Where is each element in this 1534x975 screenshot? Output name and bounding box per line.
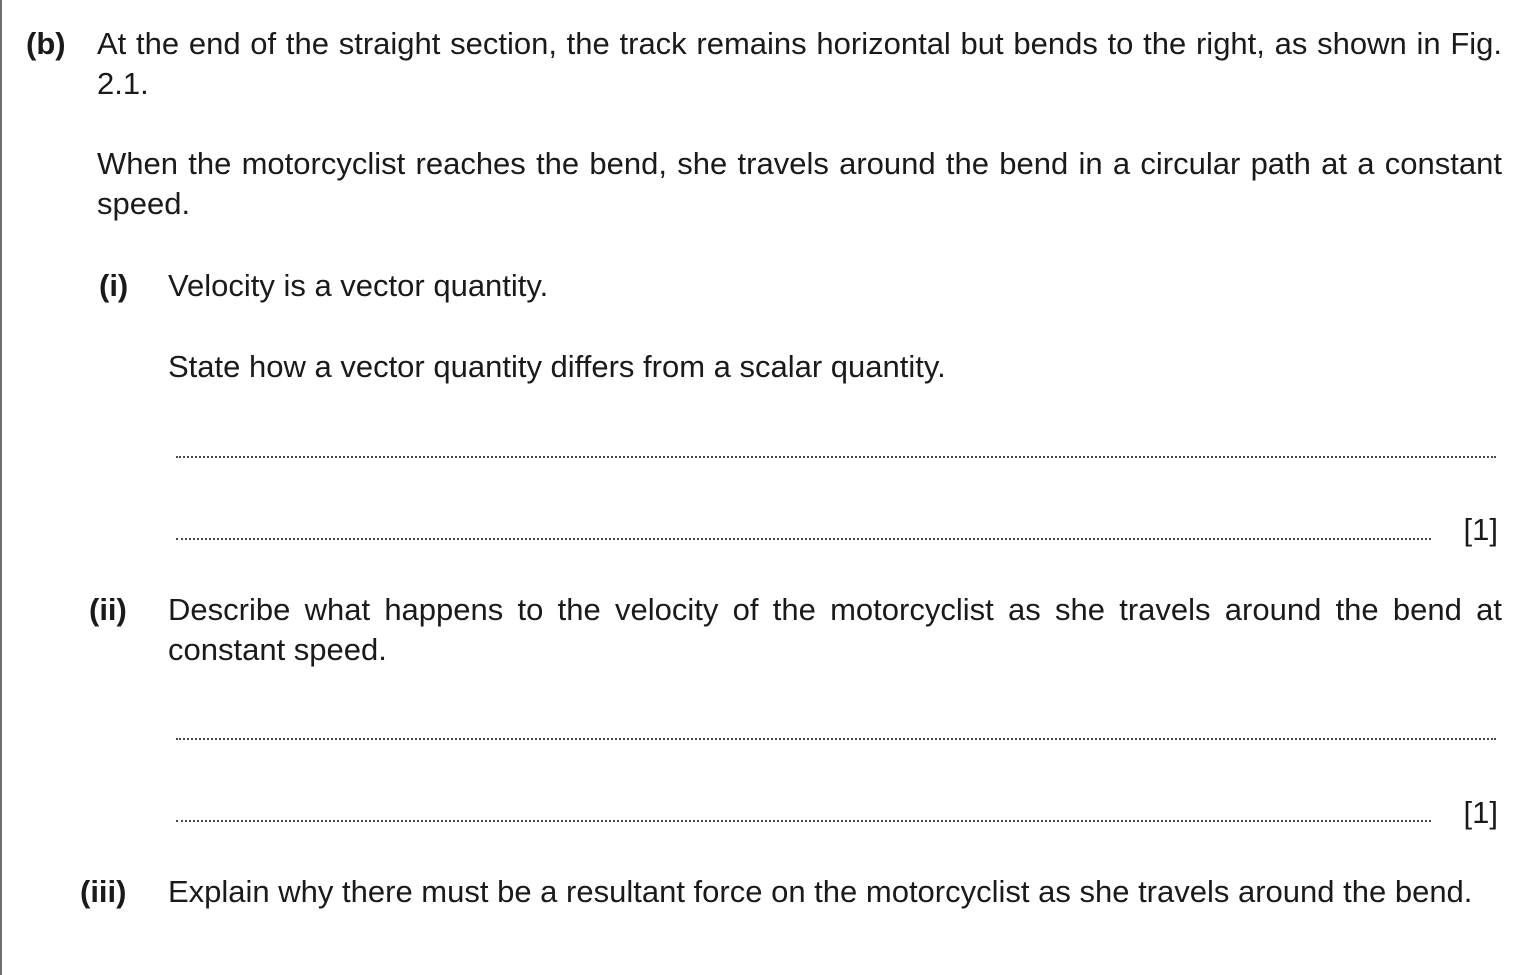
marks-i: [1] — [1463, 512, 1498, 547]
intro-paragraph-2: When the motorcyclist reaches the bend, she travels around the bend in a circular path at a constant speed. — [97, 146, 1502, 221]
sub-ii-prompt: Describe what happens to the velocity of the motorcyclist as she travels around the bend at constant speed. — [168, 592, 1502, 667]
part-label: (b) — [26, 26, 66, 61]
sub-i-statement: Velocity is a vector quantity. — [168, 268, 549, 303]
sub-ii-label: (ii) — [89, 592, 127, 627]
answer-line-i-1[interactable] — [176, 456, 1496, 458]
sub-i-prompt: State how a vector quantity differs from a scalar quantity. — [168, 349, 946, 384]
intro-paragraph-1: At the end of the straight section, the track remains horizontal but bends to the right, as shown in Fig. 2.1. — [97, 26, 1502, 101]
sub-iii-label: (iii) — [80, 874, 127, 909]
answer-line-ii-2[interactable] — [176, 820, 1431, 822]
answer-line-i-2[interactable] — [176, 538, 1431, 540]
answer-line-ii-1[interactable] — [176, 738, 1496, 740]
sub-i-label: (i) — [99, 268, 129, 303]
sub-iii-prompt: Explain why there must be a resultant force on the motorcyclist as she travels around the bend. — [168, 874, 1473, 909]
marks-ii: [1] — [1463, 795, 1498, 830]
